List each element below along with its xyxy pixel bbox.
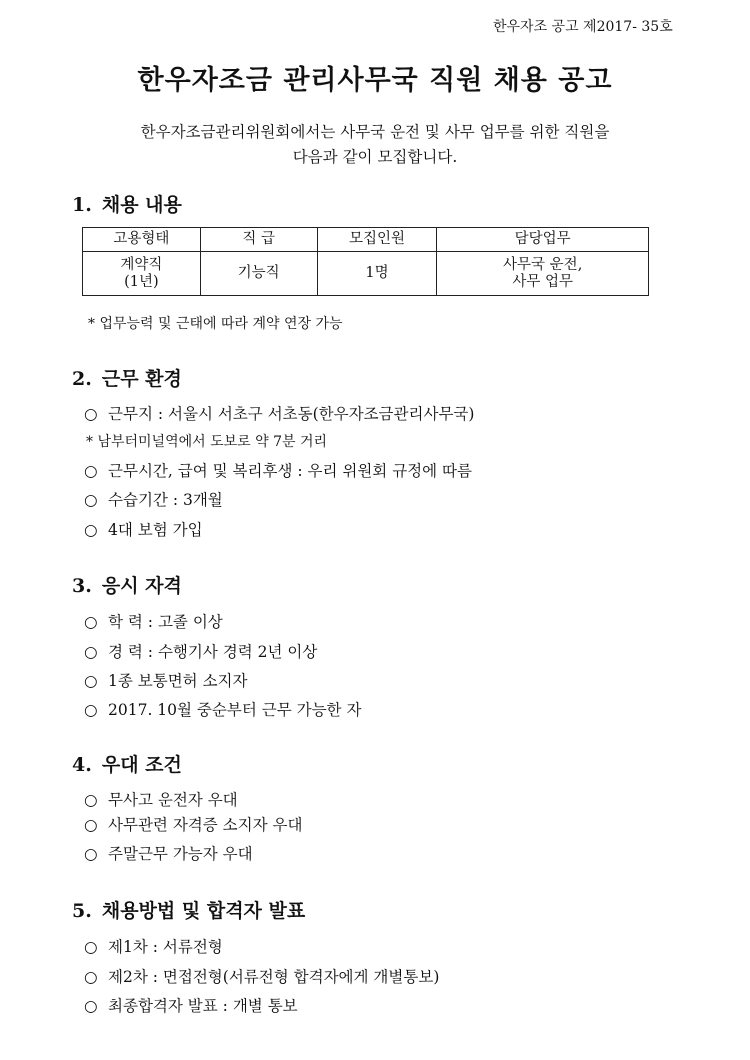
section-number: 3. — [72, 575, 92, 597]
table-header-row — [83, 228, 649, 252]
list-item-text: 2017. 10월 중순부터 근무 가능한 자 — [108, 701, 362, 719]
list-item — [84, 669, 248, 691]
table-header-cell: 직 급 — [200, 228, 317, 252]
section-number: 5. — [72, 900, 92, 922]
section-5-heading — [72, 896, 305, 923]
employment-period: (1년) — [124, 273, 159, 290]
section-number: 2. — [72, 368, 92, 390]
contract-extension-note: * 업무능력 및 근태에 따라 계약 연장 가능 — [88, 316, 343, 332]
list-item-text: 주말근무 가능자 우대 — [108, 845, 253, 863]
table-header-cell: 담당업무 — [437, 228, 649, 252]
list-item-text: 1종 보통면허 소지자 — [108, 672, 248, 690]
section-1-heading — [72, 190, 182, 217]
list-item — [84, 698, 361, 720]
duty-cell — [437, 252, 649, 296]
list-item — [84, 518, 203, 540]
section-4-heading — [72, 750, 182, 777]
list-item-text: 4대 보험 가입 — [108, 521, 203, 539]
circle-bullet-icon: ○ — [84, 845, 98, 863]
list-item-text: 제1차 : 서류전형 — [108, 938, 223, 956]
circle-bullet-icon: ○ — [84, 613, 98, 631]
duty-line-2: 사무 업무 — [512, 273, 573, 290]
section-2-heading — [72, 364, 182, 391]
list-item — [84, 813, 302, 835]
circle-bullet-icon: ○ — [84, 491, 98, 509]
list-item — [84, 994, 298, 1016]
section-title: 우대 조건 — [101, 754, 182, 776]
list-item-text: 사무관련 자격증 소지자 우대 — [108, 816, 303, 834]
list-item — [84, 488, 223, 510]
list-item — [84, 640, 317, 662]
circle-bullet-icon: ○ — [84, 405, 98, 423]
location-note: * 남부터미널역에서 도보로 약 7분 거리 — [86, 434, 328, 450]
section-number: 1. — [72, 194, 92, 216]
table-header-cell: 모집인원 — [317, 228, 437, 252]
circle-bullet-icon: ○ — [84, 791, 98, 809]
list-item — [84, 402, 474, 424]
circle-bullet-icon: ○ — [84, 968, 98, 986]
list-item-text: 무사고 운전자 우대 — [108, 791, 238, 809]
section-title: 응시 자격 — [101, 575, 182, 597]
intro-line-2: 다음과 같이 모집합니다. — [292, 148, 458, 166]
circle-bullet-icon: ○ — [84, 462, 98, 480]
section-title: 채용 내용 — [101, 194, 182, 216]
list-item-text: 경 력 : 수행기사 경력 2년 이상 — [108, 643, 318, 661]
recruitment-table — [82, 227, 649, 296]
section-title: 근무 환경 — [101, 368, 182, 390]
page-title: 한우자조금 관리사무국 직원 채용 공고 — [137, 65, 613, 96]
list-item-text: 근무지 : 서울시 서초구 서초동(한우자조금관리사무국) — [108, 405, 475, 423]
section-3-heading — [72, 571, 182, 598]
circle-bullet-icon: ○ — [84, 672, 98, 690]
list-item-text: 수습기간 : 3개월 — [108, 491, 223, 509]
headcount-cell: 1명 — [317, 252, 437, 296]
list-item-text: 근무시간, 급여 및 복리후생 : 우리 위원회 규정에 따름 — [108, 462, 472, 480]
list-item-text: 제2차 : 면접전형(서류전형 합격자에게 개별통보) — [108, 968, 440, 986]
circle-bullet-icon: ○ — [84, 997, 98, 1015]
intro-line-1: 한우자조금관리위원회에서는 사무국 운전 및 사무 업무를 위한 직원을 — [140, 123, 610, 141]
circle-bullet-icon: ○ — [84, 816, 98, 834]
list-item — [84, 935, 223, 957]
list-item-text: 최종합격자 발표 : 개별 통보 — [108, 997, 298, 1015]
circle-bullet-icon: ○ — [84, 701, 98, 719]
circle-bullet-icon: ○ — [84, 643, 98, 661]
list-item — [84, 610, 223, 632]
circle-bullet-icon: ○ — [84, 938, 98, 956]
duty-line-1: 사무국 운전, — [503, 256, 583, 273]
circle-bullet-icon: ○ — [84, 521, 98, 539]
list-item — [84, 788, 238, 810]
notice-number: 한우자조 공고 제2017- 35호 — [493, 19, 673, 35]
section-title: 채용방법 및 합격자 발표 — [101, 900, 306, 922]
list-item-text: 학 력 : 고졸 이상 — [108, 613, 223, 631]
list-item — [84, 842, 253, 864]
list-item — [84, 965, 439, 987]
table-row — [83, 252, 649, 296]
section-number: 4. — [72, 754, 92, 776]
table-header-cell: 고용형태 — [83, 228, 201, 252]
grade-cell: 기능직 — [200, 252, 317, 296]
employment-type: 계약직 — [120, 256, 163, 273]
list-item — [84, 459, 472, 481]
employment-type-cell — [83, 252, 201, 296]
